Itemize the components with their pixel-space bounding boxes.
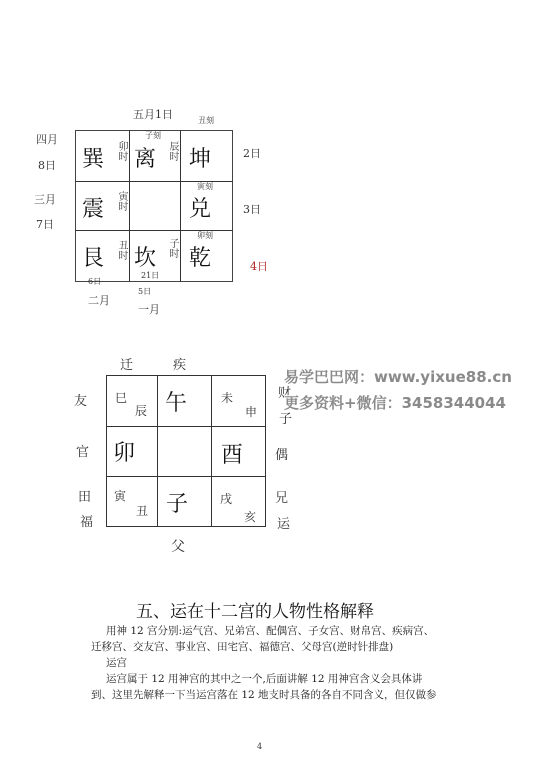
paragraph-line: 运宫属于 12 用神宫的其中之一个,后面讲解 12 用神宫含义会具体讲 [106, 673, 423, 685]
page-number: 4 [257, 742, 263, 751]
trigram-kun: 坤 [189, 147, 212, 172]
trigram-zhen: 震 [82, 197, 105, 222]
trigram-kan: 坎 [134, 246, 157, 271]
zhen-time: 寅时 [116, 191, 127, 211]
bagua-left-label: 四月 [36, 133, 58, 146]
palace-right-label: 偶 [275, 448, 289, 463]
branch-shen: 申 [245, 405, 258, 419]
palace-bottom-label: 父 [171, 539, 185, 555]
paragraph-line: 用神 12 宫分别:运气宫、兄弟宫、配偶宫、子女宫、财帛宫、疾病宫、 [106, 625, 435, 637]
gen-time: 丑时 [116, 240, 127, 260]
paragraph-subheading: 运宫 [106, 657, 127, 669]
paragraph-line: 到、这里先解释一下当运宫落在 12 地支时具备的各自不同含义，但仅做参 [91, 689, 437, 701]
branch-wu: 午 [165, 391, 188, 416]
branch-chen: 辰 [135, 404, 148, 418]
bagua-top-right-tag: 丑刻 [198, 116, 214, 125]
bagua-left-label: 三月 [34, 193, 56, 206]
palace-right-label: 财 [278, 386, 292, 401]
branch-zi: 子 [166, 492, 189, 517]
li-time: 辰时 [167, 141, 178, 161]
bagua-right-label: 3日 [243, 203, 261, 216]
palace-right-label: 兄 [275, 491, 289, 506]
palace-top-label: 迁 [120, 358, 134, 373]
xun-time: 卯时 [116, 141, 127, 161]
branch-you: 酉 [221, 443, 244, 468]
bagua-bottom-label: 6日 [88, 277, 102, 286]
branch-wei: 未 [221, 391, 234, 405]
li-tag: 子刻 [145, 131, 161, 140]
palace-right-label: 运 [277, 517, 291, 532]
palace-left-label: 田 [78, 490, 92, 505]
branch-mao: 卯 [113, 441, 136, 466]
branch-hai: 亥 [244, 510, 257, 524]
trigram-xun: 巽 [82, 147, 105, 172]
branch-si: 巳 [115, 391, 128, 405]
trigram-qian: 乾 [189, 246, 212, 271]
paragraph-line: 迁移宫、交友宫、事业宫、田宅宫、福德宫、父母宫(逆时针排盘) [91, 641, 394, 653]
palace-left-label: 友 [74, 394, 88, 409]
branch-yin: 寅 [114, 489, 127, 503]
palace-right-label: 子 [279, 412, 293, 427]
watermark-line-2: 更多资料+微信：3458344044 [284, 394, 506, 412]
branch-chou: 丑 [136, 504, 149, 518]
bagua-right-label: 4日 [250, 260, 268, 273]
palace-left-label: 官 [76, 445, 90, 460]
bagua-left-label: 7日 [36, 218, 54, 231]
branch-xu: 戌 [220, 492, 233, 506]
bagua-left-label: 8日 [38, 159, 56, 172]
bagua-bottom-label: 21日 [141, 271, 160, 280]
qian-tag: 卯刻 [197, 231, 213, 240]
palace-left-label: 福 [80, 515, 94, 530]
trigram-gen: 艮 [82, 246, 105, 271]
dui-tag: 寅刻 [197, 182, 213, 191]
kan-time: 子时 [167, 238, 178, 258]
bagua-right-label: 2日 [243, 147, 261, 160]
trigram-li: 离 [134, 147, 157, 172]
bagua-top-month: 五月1日 [133, 108, 173, 121]
bagua-bottom-label: 一月 [138, 303, 160, 316]
bagua-bottom-label: 5日 [138, 287, 152, 296]
palace-top-label: 疾 [173, 358, 187, 373]
watermark-line-1: 易学巴巴网：www.yixue88.cn [284, 368, 512, 386]
bagua-bottom-label: 二月 [88, 294, 110, 307]
section-title: 五、运在十二宫的人物性格解释 [136, 602, 374, 622]
trigram-dui: 兑 [189, 197, 212, 222]
